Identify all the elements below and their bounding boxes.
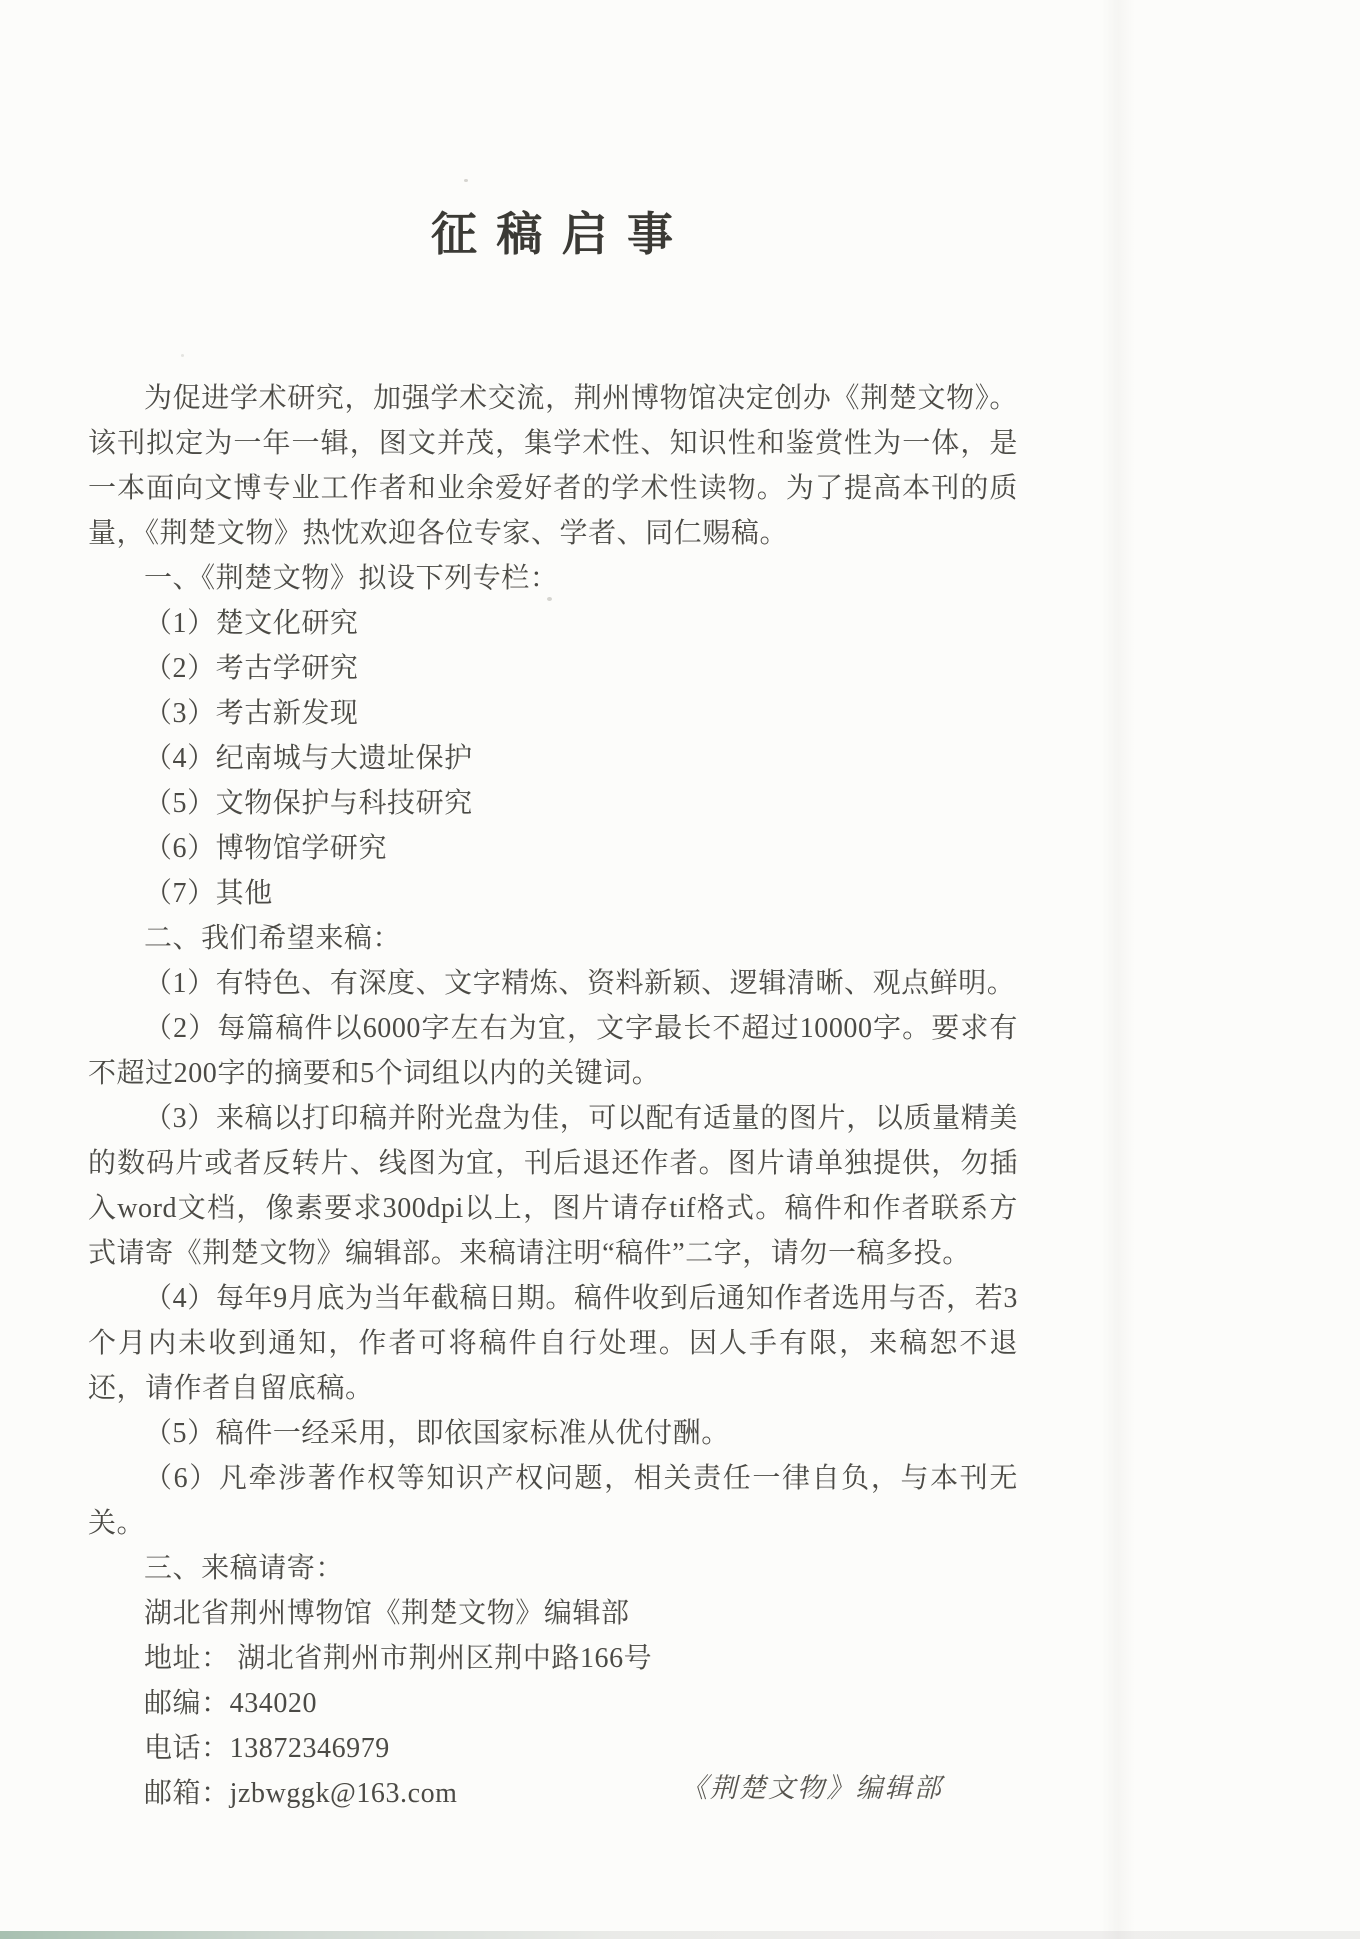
scan-bottom-edge xyxy=(0,1931,1360,1939)
column-item-6: （6）博物馆学研究 xyxy=(144,833,388,864)
page-title: 征稿启事 xyxy=(431,209,693,260)
contact-line-address: 地址： 湖北省荆州市荆州区荆中路166号 xyxy=(144,1643,653,1674)
requirement-item-2: （2）每篇稿件以6000字左右为宜，文字最长不超过10000字。要求有不超过200字的摘要和5个词组以内的关键词。 xyxy=(88,1013,1018,1089)
section-1-heading: 一、《荆楚文物》拟设下列专栏： xyxy=(144,563,559,594)
column-item-1: （1）楚文化研究 xyxy=(144,608,359,639)
column-item-5: （5）文物保护与科技研究 xyxy=(144,788,473,819)
column-item-4: （4）纪南城与大遗址保护 xyxy=(144,743,473,774)
signature: 《荆楚文物》编辑部 xyxy=(680,1773,943,1803)
contact-line-email: 邮箱：jzbwggk@163.com xyxy=(144,1778,458,1809)
intro-paragraph: 为促进学术研究，加强学术交流，荆州博物馆决定创办《荆楚文物》。该刊拟定为一年一辑，图文并茂，集学术性、知识性和鉴赏性为一体，是一本面向文博专业工作者和业余爱好者的学术性读物。为了提高本刊的质量，《荆楚文物》热忱欢迎各位专家、学者、同仁赐稿。 xyxy=(88,383,1018,549)
column-item-2: （2）考古学研究 xyxy=(144,653,359,684)
section-2-heading: 二、我们希望来稿： xyxy=(144,923,402,954)
contact-line-phone: 电话：13872346979 xyxy=(144,1733,390,1764)
document-body xyxy=(88,376,1018,1816)
section-3-heading: 三、来稿请寄： xyxy=(144,1553,344,1584)
requirement-item-6: （6）凡牵涉著作权等知识产权问题，相关责任一律自负，与本刊无关。 xyxy=(88,1463,1018,1539)
requirement-item-4: （4）每年9月底为当年截稿日期。稿件收到后通知作者选用与否，若3个月内未收到通知，作者可将稿件自行处理。因人手有限，来稿恕不退还，请作者自留底稿。 xyxy=(88,1283,1018,1404)
scan-speck xyxy=(181,354,184,357)
scan-edge-shade xyxy=(1101,0,1135,1939)
requirement-item-1: （1）有特色、有深度、文字精炼、资料新颖、逻辑清晰、观点鲜明。 xyxy=(144,968,1016,999)
contact-line-postcode: 邮编：434020 xyxy=(144,1688,318,1719)
scan-speck xyxy=(464,179,468,182)
column-item-7: （7）其他 xyxy=(144,878,273,909)
column-item-3: （3）考古新发现 xyxy=(144,698,359,729)
requirement-item-3: （3）来稿以打印稿并附光盘为佳，可以配有适量的图片，以质量精美的数码片或者反转片、线图为宜，刊后退还作者。图片请单独提供，勿插入word文档，像素要求300dpi以上，图片请存tif格式。稿件和作者联系方式请寄《荆楚文物》编辑部。来稿请注明“稿件”二字，请勿一稿多投。 xyxy=(88,1103,1018,1269)
requirement-item-5: （5）稿件一经采用，即依国家标准从优付酬。 xyxy=(144,1418,730,1449)
contact-line-editorial: 湖北省荆州博物馆《荆楚文物》编辑部 xyxy=(144,1598,630,1629)
